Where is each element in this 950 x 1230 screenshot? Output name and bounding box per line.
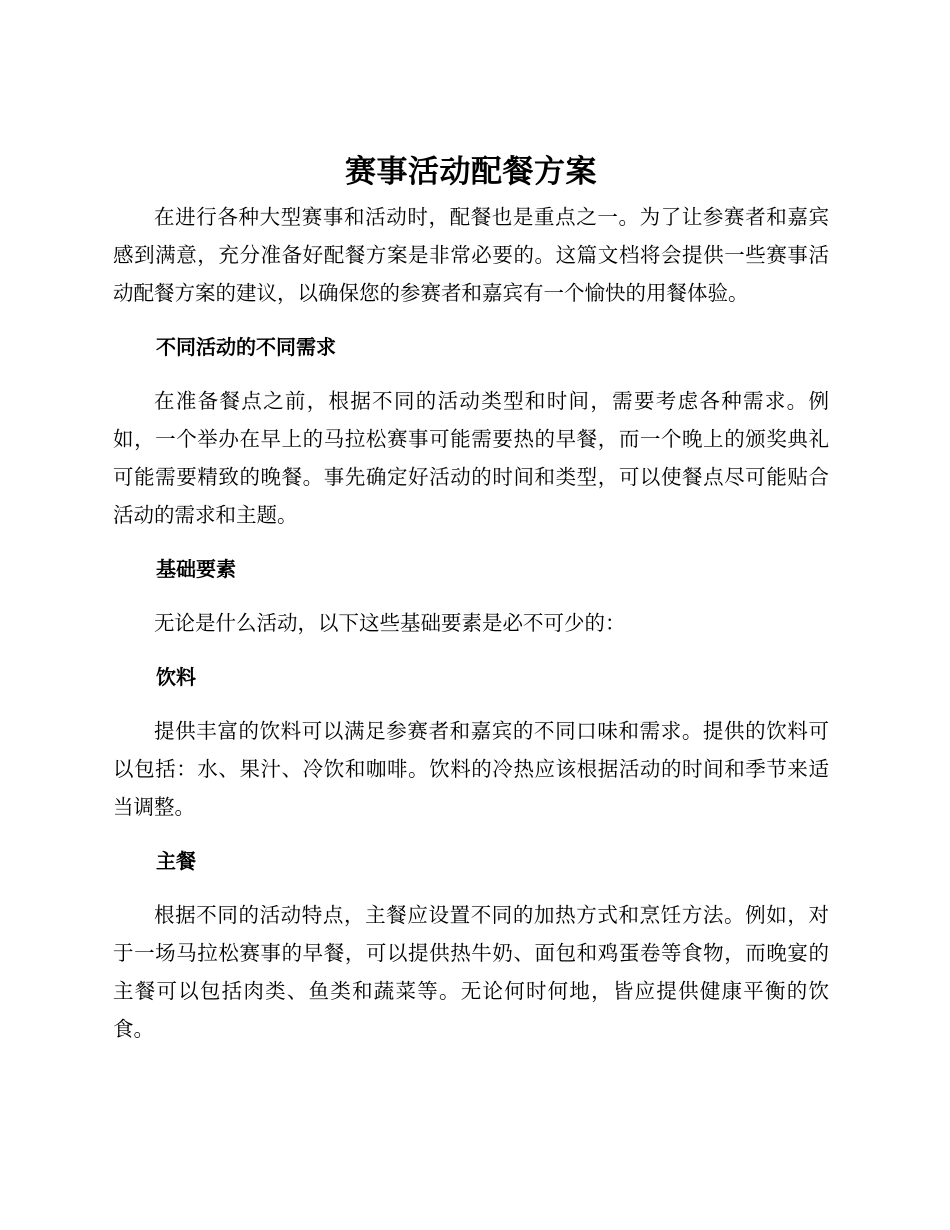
- section-heading-needs: 不同活动的不同需求: [156, 335, 336, 359]
- section-body-main-course: 根据不同的活动特点，主餐应设置不同的加热方式和烹饪方法。例如，对于一场马拉松赛事的早餐，可以提供热牛奶、面包和鸡蛋卷等食物，而晚宴的主餐可以包括肉类、鱼类和蔬菜等。无论何时何地，皆应提供健康平衡的饮食。: [113, 903, 829, 1041]
- section-heading-drinks: 饮料: [156, 665, 196, 689]
- section-heading-basics: 基础要素: [156, 557, 236, 581]
- section-body-basics: 无论是什么活动，以下这些基础要素是必不可少的：: [154, 611, 626, 635]
- document-title: 赛事活动配餐方案: [345, 154, 597, 190]
- document-page: [113, 148, 829, 1048]
- section-body-needs: 在准备餐点之前，根据不同的活动类型和时间，需要考虑各种需求。例如，一个举办在早上的马拉松赛事可能需要热的早餐，而一个晚上的颁奖典礼可能需要精致的晚餐。事先确定好活动的时间和类型，可以使餐点尽可能贴合活动的需求和主题。: [113, 389, 829, 527]
- section-heading-main-course: 主餐: [156, 849, 196, 873]
- section-body-drinks: 提供丰富的饮料可以满足参赛者和嘉宾的不同口味和需求。提供的饮料可以包括：水、果汁、冷饮和咖啡。饮料的冷热应该根据活动的时间和季节来适当调整。: [113, 719, 829, 819]
- intro-paragraph: 在进行各种大型赛事和活动时，配餐也是重点之一。为了让参赛者和嘉宾感到满意，充分准备好配餐方案是非常必要的。这篇文档将会提供一些赛事活动配餐方案的建议，以确保您的参赛者和嘉宾有一个愉快的用餐体验。: [113, 205, 829, 305]
